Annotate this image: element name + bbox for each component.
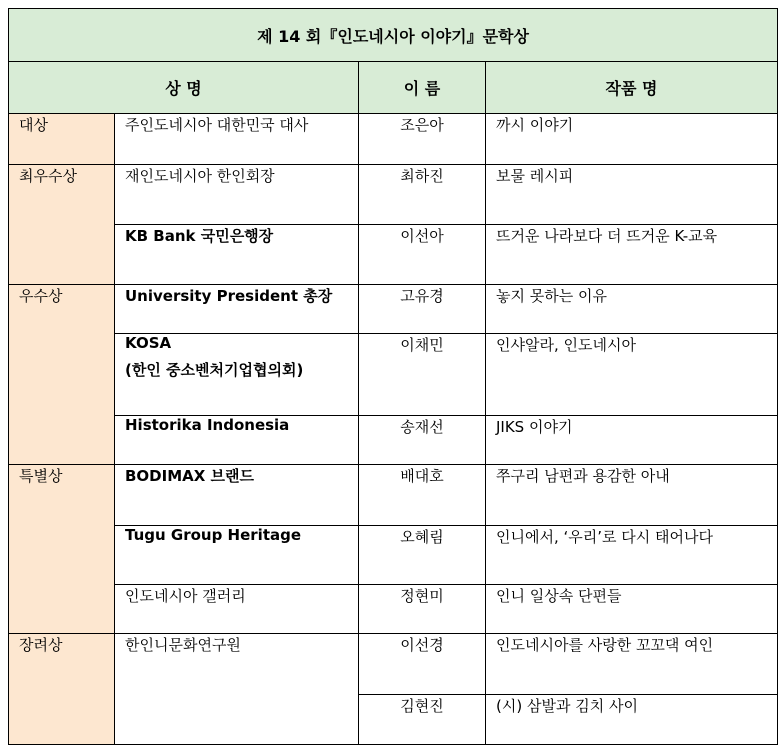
sponsor-cell: 재인도네시아 한인회장 <box>115 165 359 225</box>
work-title: 쭈구리 남편과 용감한 아내 <box>486 465 778 526</box>
table-row <box>9 114 778 165</box>
sponsor-line-1: KOSA <box>125 334 172 352</box>
work-title: JIKS 이야기 <box>486 416 778 465</box>
sponsor-line-2: (한인 중소벤처기업협의회) <box>125 361 304 379</box>
sponsor-cell <box>115 334 359 416</box>
header-name: 이 름 <box>359 62 486 114</box>
winner-name: 이채민 <box>359 334 486 416</box>
winner-name: 송재선 <box>359 416 486 465</box>
work-title: 인니 일상속 단편들 <box>486 585 778 634</box>
award-top-excellence: 최우수상 <box>9 165 115 285</box>
table-row <box>9 526 778 585</box>
winner-name: 김현진 <box>359 695 486 745</box>
winner-name: 오혜림 <box>359 526 486 585</box>
table-row <box>9 465 778 526</box>
header-work: 작품 명 <box>486 62 778 114</box>
sponsor-cell: Tugu Group Heritage <box>115 526 359 585</box>
winner-name: 이선아 <box>359 225 486 285</box>
sponsor-cell: University President 총장 <box>115 285 359 334</box>
work-title: (시) 삼발과 김치 사이 <box>486 695 778 745</box>
sponsor-cell: 한인니문화연구원 <box>115 634 359 745</box>
award-encouragement: 장려상 <box>9 634 115 745</box>
work-title: 인니에서, ‘우리’로 다시 태어나다 <box>486 526 778 585</box>
work-title: 인샤알라, 인도네시아 <box>486 334 778 416</box>
table-row <box>9 225 778 285</box>
sponsor-cell: Historika Indonesia <box>115 416 359 465</box>
header-award: 상 명 <box>9 62 359 114</box>
award-grand: 대상 <box>9 114 115 165</box>
table-row <box>9 285 778 334</box>
winner-name: 조은아 <box>359 114 486 165</box>
winner-name: 정현미 <box>359 585 486 634</box>
winner-name: 이선경 <box>359 634 486 695</box>
award-excellence: 우수상 <box>9 285 115 465</box>
work-title: 뜨거운 나라보다 더 뜨거운 K-교육 <box>486 225 778 285</box>
work-title: 인도네시아를 사랑한 꼬꼬댁 여인 <box>486 634 778 695</box>
awards-table <box>8 8 778 745</box>
header-row <box>9 62 778 114</box>
winner-name: 배대호 <box>359 465 486 526</box>
sponsor-cell: 인도네시아 갤러리 <box>115 585 359 634</box>
winner-name: 고유경 <box>359 285 486 334</box>
table-row <box>9 416 778 465</box>
table-row <box>9 165 778 225</box>
title-row <box>9 9 778 62</box>
sponsor-cell: BODIMAX 브랜드 <box>115 465 359 526</box>
winner-name: 최하진 <box>359 165 486 225</box>
table-title: 제 14 회『인도네시아 이야기』문학상 <box>9 9 778 62</box>
work-title: 까시 이야기 <box>486 114 778 165</box>
work-title: 보물 레시피 <box>486 165 778 225</box>
table-row <box>9 634 778 695</box>
award-special: 특별상 <box>9 465 115 634</box>
sponsor-cell: 주인도네시아 대한민국 대사 <box>115 114 359 165</box>
sponsor-cell: KB Bank 국민은행장 <box>115 225 359 285</box>
work-title: 놓지 못하는 이유 <box>486 285 778 334</box>
table-row <box>9 334 778 416</box>
table-row <box>9 585 778 634</box>
